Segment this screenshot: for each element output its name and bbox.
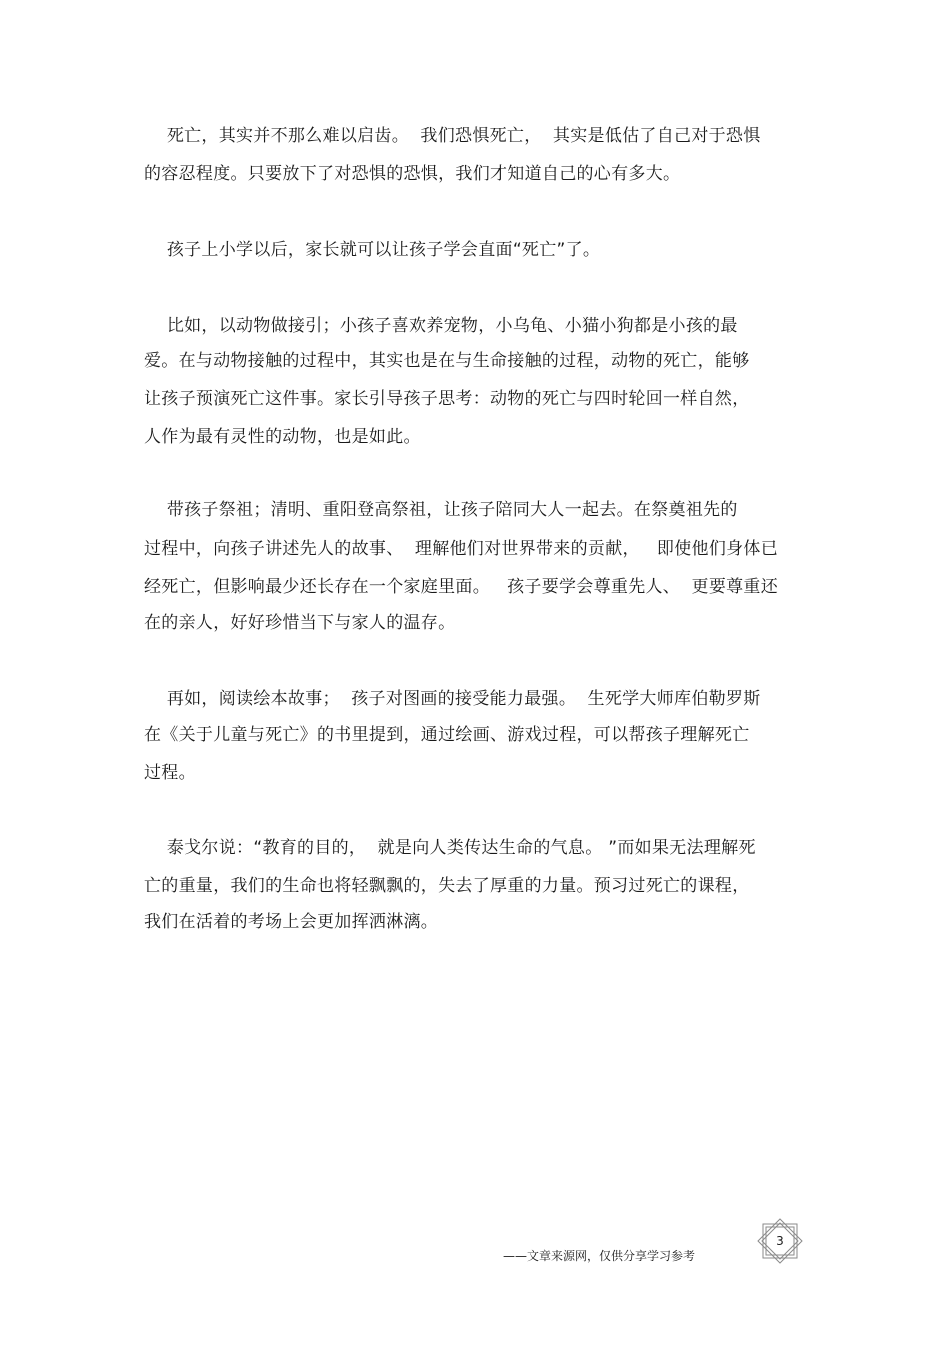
paragraph-6-line-2: 亡的重量，我们的生命也将轻飘飘的，失去了厚重的力量。预习过死亡的课程， bbox=[144, 876, 750, 896]
paragraph-5-line-3: 过程。 bbox=[144, 763, 196, 783]
page-number-badge bbox=[757, 1218, 803, 1264]
paragraph-4-line-4: 在的亲人，好好珍惜当下与家人的温存。 bbox=[144, 613, 456, 633]
paragraph-4-line-1: 带孩子祭祖；清明、重阳登高祭祖，让孩子陪同大人一起去。在祭奠祖先的 bbox=[144, 500, 738, 520]
paragraph-6-line-3: 我们在活着的考场上会更加挥洒淋漓。 bbox=[144, 912, 439, 932]
paragraph-3-line-1: 比如，以动物做接引；小孩子喜欢养宠物，小乌龟、小猫小狗都是小孩的最 bbox=[144, 316, 738, 336]
paragraph-6-line-1: 泰戈尔说：“教育的目的， 就是向人类传达生命的气息。 ”而如果无法理解死 bbox=[144, 838, 756, 858]
paragraph-3-line-3: 让孩子预演死亡这件事。家长引导孩子思考：动物的死亡与四时轮回一样自然， bbox=[144, 389, 750, 409]
paragraph-1-line-1: 死亡，其实并不那么难以启齿。 我们恐惧死亡， 其实是低估了自己对于恐惧 bbox=[144, 126, 761, 146]
paragraph-4-line-3: 经死亡，但影响最少还长存在一个家庭里面。 孩子要学会尊重先人、 更要尊重还 bbox=[144, 577, 779, 597]
paragraph-5-line-1: 再如，阅读绘本故事； 孩子对图画的接受能力最强。 生死学大师库伯勒罗斯 bbox=[144, 689, 761, 709]
paragraph-4-line-2: 过程中，向孩子讲述先人的故事、 理解他们对世界带来的贡献， 即使他们身体已 bbox=[144, 539, 779, 559]
footer-source-note: ——文章来源网，仅供分享学习参考 bbox=[503, 1249, 696, 1263]
page-number: 3 bbox=[776, 1234, 784, 1248]
paragraph-3-line-4: 人作为最有灵性的动物，也是如此。 bbox=[144, 427, 421, 447]
paragraph-1-line-2: 的容忍程度。只要放下了对恐惧的恐惧，我们才知道自己的心有多大。 bbox=[144, 164, 681, 184]
paragraph-2-line-1: 孩子上小学以后，家长就可以让孩子学会直面“死亡”了。 bbox=[144, 240, 601, 260]
paragraph-5-line-2: 在《关于儿童与死亡》的书里提到，通过绘画、游戏过程，可以帮孩子理解死亡 bbox=[144, 725, 750, 745]
paragraph-3-line-2: 爱。在与动物接触的过程中，其实也是在与生命接触的过程，动物的死亡，能够 bbox=[144, 351, 750, 371]
